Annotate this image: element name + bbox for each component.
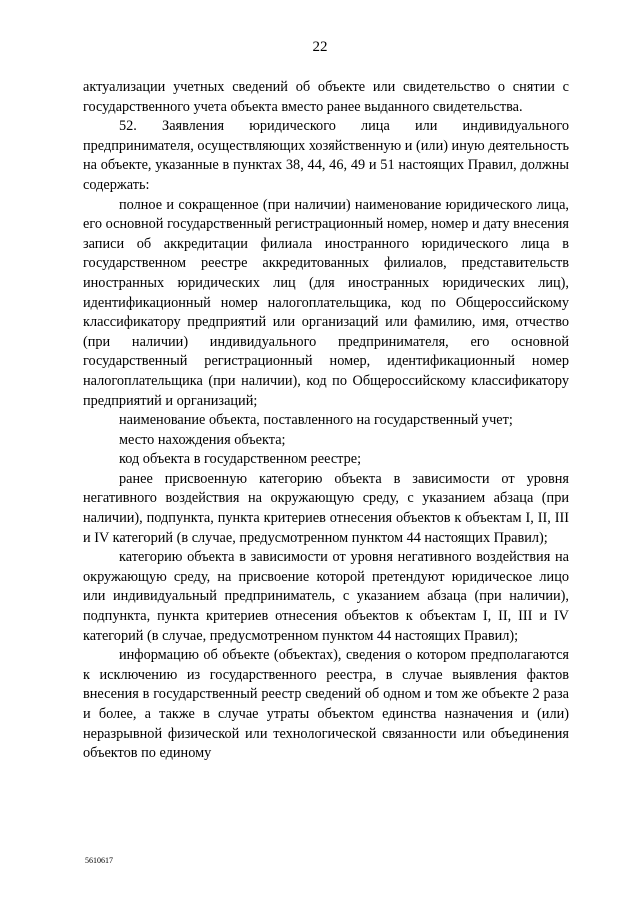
- paragraph-continuation: актуализации учетных сведений об объекте или свидетельство о снятии с государственного учета объекта вместо ранее выданного свидетельства.: [83, 79, 569, 115]
- document-body: [83, 78, 569, 764]
- paragraph-legal-entity-name: полное и сокращенное (при наличии) наименование юридического лица, его основной государственный регистрационный номер, номер и дату внесения записи об аккредитации филиала иностранного юридического лица в государственном реестре аккредитованных филиалов, представительств иностранных юридических лиц (для иностранных юридических лиц), идентификационный номер налогоплательщика, код по Общероссийскому классификатору предприятий или организаций или фамилию, имя, отчество (при наличии) индивидуального предпринимателя, его основной государственный регистрационный номер, идентификационный номер налогоплательщика (при наличии), код по Общероссийскому классификатору предприятий и организаций;: [83, 196, 569, 409]
- page-number: 22: [312, 39, 328, 55]
- paragraph-previous-category: ранее присвоенную категорию объекта в зависимости от уровня негативного воздействия на окружающую среду, с указанием абзаца (при наличии), подпункта, пункта критериев отнесения объектов к объектам I, II, III и IV категорий (в случае, предусмотренном пунктом 44 настоящих Правил);: [83, 470, 569, 546]
- footer-document-code: 5610617: [85, 856, 113, 865]
- paragraph-requested-category: категорию объекта в зависимости от уровня негативного воздействия на окружающую среду, на присвоение которой претендуют юридическое лицо или индивидуальный предприниматель, с указанием абзаца (при наличии), подпункта, пункта критериев отнесения объектов к объектам I, II, III и IV категорий (в случае, предусмотренном пунктом 44 настоящих Правил);: [83, 549, 569, 644]
- paragraph-object-location: место нахождения объекта;: [119, 431, 286, 448]
- paragraph-object-name: наименование объекта, поставленного на государственный учет;: [119, 412, 513, 429]
- paragraph-object-exclusion: информацию об объекте (объектах), сведения о котором предполагаются к исключению из государственного реестра, в случае выявления фактов внесения в государственный реестр сведений об одном и том же объекте 2 раза и более, а также в случае утраты объектом единства назначения и (или) неразрывной физической или технологической связанности или объединения объектов по единому: [83, 647, 569, 762]
- paragraph-item-52: 52. Заявления юридического лица или индивидуального предпринимателя, осуществляющих хозяйственную и (или) иную деятельность на объекте, указанные в пунктах 38, 44, 46, 49 и 51 настоящих Правил, должны содержать:: [83, 118, 569, 193]
- paragraph-object-code: код объекта в государственном реестре;: [119, 451, 362, 468]
